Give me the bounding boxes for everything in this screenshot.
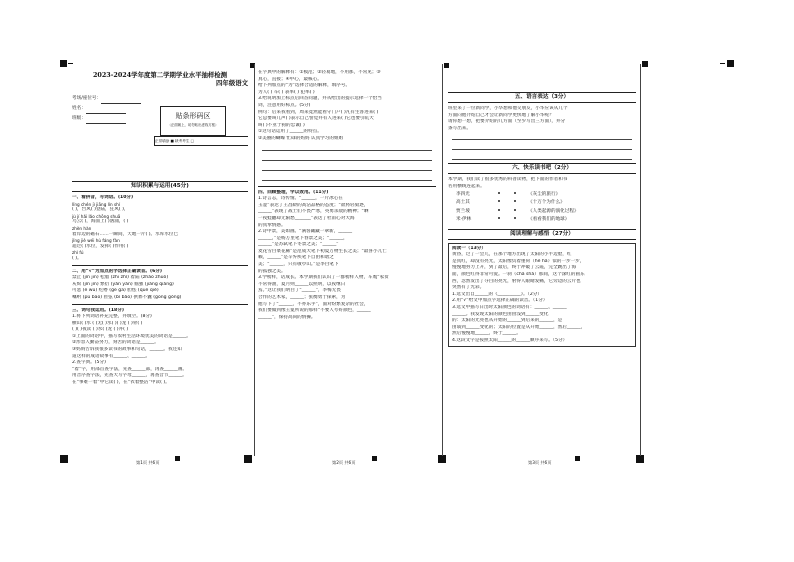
q3-line: ①上面的词语中，描写农村生活环境优美的词语是______。 xyxy=(72,333,191,339)
reading-line: 是真红，却没有亮光，太阳像负着重荷（hè hà）似的一步一步， xyxy=(452,258,585,264)
q1-line: jù jí hǎi lǎo chōng shuā xyxy=(72,213,121,219)
answer-line[interactable] xyxy=(262,153,432,161)
q1-line: jǐng jiè wéi hù fáng fàn xyxy=(72,238,120,244)
section-2-header xyxy=(448,229,636,240)
book-author: 李四光 xyxy=(456,191,470,197)
match-dot[interactable] xyxy=(498,192,500,194)
q4-line: 焉。”这让我们明白了“______”，李梅无畏 xyxy=(258,288,341,294)
q1-line: ( )，台风( )登陆，狂风( )， xyxy=(72,207,129,213)
q2-line: 灰烬 (jǐn jìn) 繁衍 (yǎn yán) 倔强 (jiàng qiáng) xyxy=(72,281,174,287)
answer-line[interactable] xyxy=(452,142,632,150)
q4-line: 不常得油，夏月则______以照明，以夜继日 xyxy=(258,281,346,287)
info-row-class: 班级： xyxy=(72,114,158,124)
q1-line: ( )。 xyxy=(72,255,82,261)
book-title: 《十万个为什么》 xyxy=(528,200,565,206)
book-author: 贾兰坡 xyxy=(456,208,470,214)
book-match-row[interactable] xyxy=(456,191,636,200)
q4-line: 赖，______”是辛弃疾笔下自由和谐之 xyxy=(258,255,334,261)
q1-line: zhèn hàn xyxy=(72,225,92,231)
status-row: 正常填涂 ■ 缺考考生 □ xyxy=(154,136,248,146)
exam-title: 2023-2024学年度第二学期学业水平抽样检测 xyxy=(92,71,228,79)
q3-line: 1.将下列词语补充完整，并填空。(8分) xyxy=(72,314,152,320)
page-3-footer: 第3页 共6页 xyxy=(528,460,552,465)
section-1-header xyxy=(72,181,248,192)
q6-line: 名用横线连起来。 xyxy=(448,183,485,189)
book-title: 《人类起源的演化过程》 xyxy=(528,208,579,214)
q3-line: 横山( )水 ( )无( )水( )( )龙 ( )骨( ) xyxy=(72,320,143,326)
q3-header xyxy=(72,304,248,305)
reading-line: 面，颜色红得非常可爱。一刹（chà shà）那间，这个深红的圆东 xyxy=(452,271,585,277)
q3-line: 2.查字典。(5分) xyxy=(72,360,106,366)
section-1-title: 知识积累与运用(45分) xyxy=(131,183,189,189)
column-divider-3 xyxy=(640,64,641,456)
q1-line: lǐng chén jì jiāng lín shí xyxy=(72,201,120,207)
answer-line[interactable] xyxy=(452,152,632,160)
q3-cont-line: 词，注意用好标点。(5分) xyxy=(258,102,311,108)
book-title: 《灰尘的旅行》 xyxy=(528,191,561,197)
reading-line: ______。我发现太阳的颜色由由浅到______变化 xyxy=(452,311,549,317)
q4-line: 3.学榜样，话成长。本学期我们认识了一群榜样人物，车胤“家贫 xyxy=(258,275,389,281)
q3-line: ②形容人勤奋努力，刻苦的词语是______。 xyxy=(72,340,159,346)
q4-line: 的孤独之美。 xyxy=(258,268,286,274)
book-match-row[interactable] xyxy=(456,199,636,208)
q3-line: “着”字，用部首查字法，先查______部，再查______画。 xyxy=(72,366,188,372)
q4-line: ______”表现了战士们不畏严寒，英勇杀敌的精神；“晒 xyxy=(258,209,369,215)
q3-cont-line: 真心，直接；④中心，最核心。 xyxy=(258,76,322,82)
q3-cont-line: 为人( ) 车( ) 表率( ) 犯率( ) xyxy=(258,89,315,95)
q3-line: 用音序查字法，先查大写字母______，再查音节______。 xyxy=(72,373,187,379)
seat-field[interactable] xyxy=(101,97,141,104)
q4-line: ______”是苏轼笔下冬景之美；“______” xyxy=(258,242,339,248)
column-divider-2 xyxy=(442,64,443,456)
info-row-name: 姓名： xyxy=(72,104,158,114)
q4-line: 合作的艺术家，______；张衡勇于探索，为 xyxy=(258,295,346,301)
match-dot[interactable] xyxy=(514,217,516,219)
answer-line[interactable] xyxy=(262,143,432,151)
student-info xyxy=(72,94,158,124)
book-author: 米·伊林 xyxy=(456,217,472,223)
crop-mark-bottom-c1 xyxy=(175,456,180,461)
crop-mark-bottom-c4 xyxy=(438,455,446,463)
q5-title: 五、语言表达（3分） xyxy=(514,94,570,100)
reading-line: 慢慢地努力上升，到了最后，终于冲破了云霞，完全跳出了海 xyxy=(452,265,577,271)
q6-line: 本学期，我们读了很多优秀的科普读物，把下面的作者和书 xyxy=(448,177,568,183)
q4-line: 1.诗言志，诗传情。“______，一片冰心在 xyxy=(258,196,343,202)
book-match-row[interactable] xyxy=(456,216,636,225)
book-matching-list xyxy=(456,191,636,225)
reading-line: 西，忽然发出了夺目的亮光，射得人眼睛发痛，它旁边的云片也 xyxy=(452,278,581,284)
column-divider-1 xyxy=(254,64,255,456)
reading-line: 由弱到______变化的；太阳的位置是从开始______，然后______， xyxy=(452,324,586,330)
q3-cont-line: ②美丽的蝴蝶 忙碌的妈妈 认真学习的姐姐 xyxy=(258,135,344,141)
q4-line: ______”，保持高尚的情操。 xyxy=(258,314,316,320)
reading-line: 3.选文中描写日出时太阳颜色的词语有：______、______ xyxy=(452,304,567,310)
q6-title: 六、快乐读书吧（2分） xyxy=(512,165,572,172)
reading-line: 1.选文出自______的《__________》。（2分） xyxy=(452,291,542,297)
reading-title: 阅读一（13分） xyxy=(452,245,486,251)
barcode-area xyxy=(160,106,226,136)
crop-mark-top-right xyxy=(727,60,734,67)
reading-line: 黄昏，过了一会儿，在那个地方出现了太阳的小半边脸，红 xyxy=(452,252,572,258)
page-1-footer: 第1页 共6页 xyxy=(136,460,160,465)
q3-cont-line: 叫( )不亚于狗的忠诚( ) xyxy=(258,122,305,128)
reading-line: 突然有了光彩。 xyxy=(452,285,485,291)
book-match-row[interactable] xyxy=(456,208,636,217)
page-2-column xyxy=(258,70,436,455)
match-dot[interactable] xyxy=(498,200,500,202)
q4-line: 2.诗中景，美如画。“满客藏藏一翠新，______ xyxy=(258,229,353,235)
reading-line: 的：太阳的光亮也从开始的______到后来的______，是 xyxy=(452,318,563,324)
q4-line: 麦花雪白菜花稀”是范成大笔下初夏万物生长之美；“最喜小儿亡 xyxy=(258,248,387,254)
book-author: 高士其 xyxy=(456,200,470,206)
q2-line: 可恶 (è wù) 疙瘩 (gē gā) 胆怯 (què qiè) xyxy=(72,288,159,294)
reading-line: 4.这段文字是按照太阳______的______顺序来写。（5分） xyxy=(452,337,568,343)
q3-cont-line: ①这句话运用了______的特点。 xyxy=(258,129,322,135)
reading-passage-box xyxy=(448,243,636,348)
q2-line: 嘱咐 (pù bāo) 匝弦 (bí bǎo) 供葬不囊 (gōng gòng) xyxy=(72,294,182,300)
match-dot[interactable] xyxy=(498,217,500,219)
q2-line: 禁止 (jìn jīn) 松脂 (zhī zhǐ) 着陆 (zháo zhuó) xyxy=(72,275,169,281)
book-title: 《看看我们的地球》 xyxy=(528,217,570,223)
match-dot[interactable] xyxy=(498,209,500,211)
crop-mark-top-left xyxy=(60,60,67,67)
q3-cont-line: 在字典中的解释有：①模范；②轻易地，不用那，不常见；③ xyxy=(258,70,381,75)
page-1-column xyxy=(72,70,248,455)
q1-line: 乌云( )，海面上( )汹涌，( ) xyxy=(72,219,129,225)
barcode-label: 贴条形码区 xyxy=(175,112,211,120)
q4-line: 玉壶”表达了王昌龄的高洁品格的态度；“欲将轻骑逐， xyxy=(258,202,369,208)
q3-line: 在“事难一着”中它读( )，在“衣着整洁”中读( )。 xyxy=(72,380,170,386)
q3-cont-line: 3.给说明加上标点后回答问题，并从给出的提示选择一个恰当 xyxy=(258,96,382,102)
q1-title: 一、看拼音，写词语。(10分) xyxy=(72,195,134,200)
crop-mark-bottom-c5 xyxy=(575,456,580,461)
q3-cont-line: 例句：后来我看到，周来竟然能看守门户( )凡有生客进来( ) xyxy=(258,109,379,115)
q4-header xyxy=(258,186,436,187)
match-dot[interactable] xyxy=(514,209,516,211)
q4-line: 美；“______，只有敬亭山。”是李白笔下 xyxy=(258,262,339,268)
crop-mark-top-center-2 xyxy=(444,63,449,68)
match-dot[interactable] xyxy=(514,200,516,202)
crop-mark-top-right-2 xyxy=(642,61,648,67)
answer-line[interactable] xyxy=(262,173,432,181)
q5-header xyxy=(448,92,636,103)
page-2-footer: 第2页 共6页 xyxy=(332,460,356,465)
q5-line: 条写出来。 xyxy=(448,125,471,131)
answer-line[interactable] xyxy=(452,132,632,140)
q2-title: 二、用“√”为加点的字选择正确读音。(6分) xyxy=(72,268,162,274)
q3-cont-line: 给下列加点的“为”选择合适的解释，填序号。 xyxy=(258,83,351,89)
info-row-seat: 考场/座位号： xyxy=(72,94,158,104)
barcode-note: （正面朝上，切勿贴出虚线方框） xyxy=(167,123,219,127)
q1-line: 超过( )水位，发挥( )作用( ) xyxy=(72,243,129,249)
crop-mark-bottom-c3 xyxy=(372,456,377,461)
q2-header xyxy=(72,265,248,266)
crop-mark-bottom-right xyxy=(636,455,644,463)
class-field[interactable] xyxy=(86,117,126,124)
q5-line: 方面向他介绍自己才会让新同学更快地了解小华呢？ xyxy=(448,112,554,118)
q5-line: 请你想一想，把要介绍的几方面（至少写出三方面），并分 xyxy=(448,119,566,125)
crop-mark-bottom-left xyxy=(60,455,68,463)
q1-line: zhì fú xyxy=(72,250,84,256)
q3-line: ③妈妈告诉我很多读书的故事和句话，______。我还知 xyxy=(72,347,182,353)
match-dot[interactable] xyxy=(514,192,516,194)
q3-line: ( )( )夜读 ( )水( )龙 ( )并( ) xyxy=(72,327,129,333)
q4-title: 四、回顾整理，学以致用。(11分) xyxy=(258,189,329,195)
q6-header xyxy=(448,163,636,174)
q1-line: 着岸边的礁石……一瞬间，天地一片( )。水库水位已 xyxy=(72,231,179,237)
q4-line: 他写下了“______，不亦乐乎”，面对纷繁复杂的社会， xyxy=(258,301,369,307)
name-field[interactable] xyxy=(86,107,126,114)
page-1-header xyxy=(72,70,248,178)
reading-line: 2.用“√”给文中加点字选择正确的读音。（1分） xyxy=(452,298,548,304)
page-3-column xyxy=(448,70,636,455)
q3-title: 三、词句我运用。(18分) xyxy=(72,307,124,313)
q4-line: 一夜蛙翻却无限愁_______”表达了杜甫心对大海 xyxy=(258,215,355,221)
q4-line: ______，”是杨万里笔下春景之美；“______， xyxy=(258,235,348,241)
q4-line: 我们要做到像王冕所说的那样“不要人夸好颜色，______ xyxy=(258,308,371,314)
section-2-title: 阅读理解与感悟（27分） xyxy=(510,230,574,237)
q3-line: 道这样的成语故事有______、______。 xyxy=(72,353,151,359)
answer-line[interactable] xyxy=(262,163,432,171)
q4-line: 的真挚情感。 xyxy=(258,222,286,228)
edge-line-top-left xyxy=(68,63,73,64)
q3-cont-line: 它总要叫几声( )表示自己警觉并有人进来( )它也要引吭大 xyxy=(258,116,374,122)
crop-mark-bottom-c2 xyxy=(244,455,252,463)
exam-subtitle: 四年级语文 xyxy=(216,79,248,87)
q5-line: 班里来了一位新同学，小华想和他交朋友，小华应该从几个 xyxy=(448,106,568,111)
edge-line-top-right xyxy=(720,63,725,64)
reading-line: 然后慢慢地______，终于______。 xyxy=(452,331,521,337)
